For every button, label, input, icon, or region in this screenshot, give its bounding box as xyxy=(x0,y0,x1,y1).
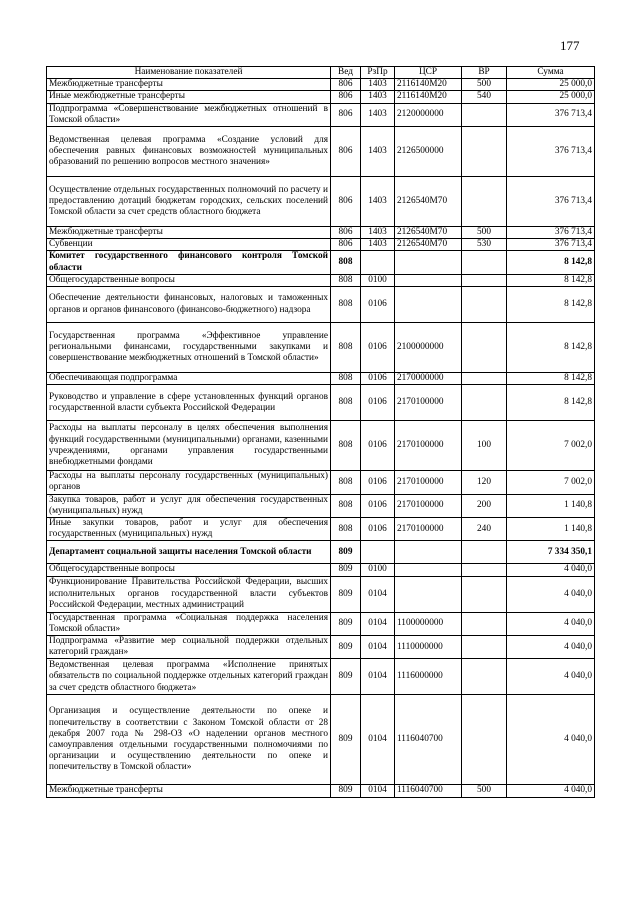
row-ved: 809 xyxy=(331,636,361,659)
row-rzpr: 0106 xyxy=(361,373,395,385)
row-ved: 808 xyxy=(331,274,361,286)
row-ved: 806 xyxy=(331,239,361,251)
row-name: Департамент социальной защиты населения Томской области xyxy=(47,541,331,564)
table-row xyxy=(47,177,595,227)
row-sum: 7 334 350,1 xyxy=(507,541,595,564)
table-row xyxy=(47,541,595,564)
table-row xyxy=(47,785,595,797)
row-csr xyxy=(395,274,462,286)
row-csr: 2170100000 xyxy=(395,471,462,494)
row-sum: 376 713,4 xyxy=(507,127,595,177)
table-row xyxy=(47,227,595,239)
row-vr xyxy=(462,103,507,126)
row-csr xyxy=(395,287,462,323)
row-vr xyxy=(462,177,507,227)
row-vr xyxy=(462,564,507,576)
row-vr: 500 xyxy=(462,785,507,797)
row-csr: 2126500000 xyxy=(395,127,462,177)
row-vr xyxy=(462,274,507,286)
row-sum: 376 713,4 xyxy=(507,103,595,126)
row-csr xyxy=(395,564,462,576)
row-vr xyxy=(462,287,507,323)
row-name: Межбюджетные трансферты xyxy=(47,79,331,91)
row-name: Государственная программа «Социальная поддержка населения Томской области» xyxy=(47,612,331,635)
row-rzpr: 0106 xyxy=(361,323,395,373)
row-csr xyxy=(395,541,462,564)
row-name: Межбюджетные трансферты xyxy=(47,227,331,239)
row-ved: 809 xyxy=(331,564,361,576)
row-csr: 1110000000 xyxy=(395,636,462,659)
page-number: 177 xyxy=(560,38,580,53)
row-ved: 809 xyxy=(331,695,361,785)
row-name: Межбюджетные трансферты xyxy=(47,785,331,797)
row-sum: 25 000,0 xyxy=(507,91,595,103)
row-ved: 808 xyxy=(331,373,361,385)
row-rzpr: 0104 xyxy=(361,576,395,612)
row-csr: 2170100000 xyxy=(395,385,462,421)
table-row xyxy=(47,323,595,373)
row-ved: 808 xyxy=(331,494,361,517)
row-ved: 806 xyxy=(331,127,361,177)
row-csr xyxy=(395,251,462,274)
table-row xyxy=(47,659,595,695)
table-row xyxy=(47,127,595,177)
row-vr xyxy=(462,636,507,659)
row-ved: 808 xyxy=(331,421,361,471)
row-sum: 4 040,0 xyxy=(507,695,595,785)
row-name: Ведомственная целевая программа «Создание условий для обеспечения равных финансовых возможностей муниципальных образований по решению вопросов местного значения» xyxy=(47,127,331,177)
row-name: Функционирование Правительства Российской Федерации, высших исполнительных органов государственной власти субъектов Российской Федерации, местных администраций xyxy=(47,576,331,612)
row-vr: 500 xyxy=(462,227,507,239)
row-ved: 808 xyxy=(331,385,361,421)
row-rzpr: 0106 xyxy=(361,421,395,471)
row-sum: 25 000,0 xyxy=(507,79,595,91)
row-ved: 808 xyxy=(331,518,361,541)
row-vr: 530 xyxy=(462,239,507,251)
row-name: Государственная программа «Эффективное управление региональными финансами, государственными закупками и совершенствование межбюджетных отношений в Томской области» xyxy=(47,323,331,373)
table-row xyxy=(47,274,595,286)
row-name: Субвенции xyxy=(47,239,331,251)
row-vr xyxy=(462,385,507,421)
table-row xyxy=(47,471,595,494)
row-vr xyxy=(462,659,507,695)
header-csr: ЦСР xyxy=(395,67,462,79)
row-name: Общегосударственные вопросы xyxy=(47,274,331,286)
table-row xyxy=(47,373,595,385)
row-ved: 808 xyxy=(331,471,361,494)
row-sum: 376 713,4 xyxy=(507,227,595,239)
row-csr: 1116040700 xyxy=(395,785,462,797)
row-name: Организация и осуществление деятельности по опеке и попечительству в соответствии с Законом Томской области от 28 декабря 2007 года № 298-ОЗ «О наделении органов местного самоуправления отдельными государственными полномочиями по организации и осуществлению деятельности по опеке и попечительству в Томской области» xyxy=(47,695,331,785)
row-vr xyxy=(462,541,507,564)
row-rzpr: 1403 xyxy=(361,127,395,177)
row-rzpr: 1403 xyxy=(361,177,395,227)
row-rzpr: 1403 xyxy=(361,91,395,103)
row-csr: 2170000000 xyxy=(395,373,462,385)
row-csr xyxy=(395,576,462,612)
row-rzpr: 0104 xyxy=(361,636,395,659)
row-ved: 806 xyxy=(331,177,361,227)
row-sum: 4 040,0 xyxy=(507,612,595,635)
row-vr: 500 xyxy=(462,79,507,91)
row-csr: 1100000000 xyxy=(395,612,462,635)
row-name: Подпрограмма «Развитие мер социальной поддержки отдельных категорий граждан» xyxy=(47,636,331,659)
row-csr: 2120000000 xyxy=(395,103,462,126)
row-sum: 8 142,8 xyxy=(507,373,595,385)
row-rzpr: 0100 xyxy=(361,564,395,576)
row-rzpr: 0104 xyxy=(361,785,395,797)
row-sum: 4 040,0 xyxy=(507,564,595,576)
row-ved: 806 xyxy=(331,79,361,91)
header-sum: Сумма xyxy=(507,67,595,79)
row-ved: 806 xyxy=(331,227,361,239)
table-header-row xyxy=(47,67,595,79)
row-name: Расходы на выплаты персоналу государственных (муниципальных) органов xyxy=(47,471,331,494)
row-ved: 806 xyxy=(331,103,361,126)
row-name: Комитет государственного финансового контроля Томской области xyxy=(47,251,331,274)
row-rzpr: 0106 xyxy=(361,287,395,323)
row-ved: 808 xyxy=(331,323,361,373)
row-vr xyxy=(462,373,507,385)
table-row xyxy=(47,251,595,274)
row-ved: 808 xyxy=(331,287,361,323)
table-row xyxy=(47,564,595,576)
row-rzpr: 0104 xyxy=(361,612,395,635)
table-row xyxy=(47,79,595,91)
row-rzpr: 1403 xyxy=(361,79,395,91)
table-row xyxy=(47,518,595,541)
row-csr: 2126540M70 xyxy=(395,177,462,227)
row-vr xyxy=(462,323,507,373)
row-ved: 809 xyxy=(331,659,361,695)
row-sum: 376 713,4 xyxy=(507,239,595,251)
row-ved: 808 xyxy=(331,251,361,274)
row-csr: 2170100000 xyxy=(395,518,462,541)
row-rzpr: 0106 xyxy=(361,471,395,494)
row-sum: 8 142,8 xyxy=(507,274,595,286)
header-vr: ВР xyxy=(462,67,507,79)
row-sum: 8 142,8 xyxy=(507,251,595,274)
row-rzpr: 0104 xyxy=(361,695,395,785)
row-ved: 809 xyxy=(331,612,361,635)
row-name: Иные межбюджетные трансферты xyxy=(47,91,331,103)
row-vr xyxy=(462,695,507,785)
row-rzpr: 0104 xyxy=(361,659,395,695)
row-vr: 540 xyxy=(462,91,507,103)
row-sum: 1 140,8 xyxy=(507,494,595,517)
row-name: Закупка товаров, работ и услуг для обеспечения государственных (муниципальных) нужд xyxy=(47,494,331,517)
row-vr xyxy=(462,576,507,612)
row-vr xyxy=(462,251,507,274)
row-ved: 809 xyxy=(331,576,361,612)
row-rzpr: 1403 xyxy=(361,239,395,251)
table-row xyxy=(47,385,595,421)
row-ved: 806 xyxy=(331,91,361,103)
table-row xyxy=(47,494,595,517)
row-csr: 1116000000 xyxy=(395,659,462,695)
row-sum: 7 002,0 xyxy=(507,421,595,471)
row-rzpr: 0106 xyxy=(361,385,395,421)
row-csr: 2116140M20 xyxy=(395,79,462,91)
table-row xyxy=(47,91,595,103)
row-sum: 1 140,8 xyxy=(507,518,595,541)
row-sum: 4 040,0 xyxy=(507,636,595,659)
row-name: Общегосударственные вопросы xyxy=(47,564,331,576)
row-name: Осуществление отдельных государственных полномочий по расчету и предоставлению дотаций бюджетам городских, сельских поселений Томской области за счет средств областного бюджета xyxy=(47,177,331,227)
row-name: Иные закупки товаров, работ и услуг для обеспечения государственных (муниципальных) нужд xyxy=(47,518,331,541)
table-row xyxy=(47,695,595,785)
row-csr: 2170100000 xyxy=(395,421,462,471)
row-name: Обеспечение деятельности финансовых, налоговых и таможенных органов и органов финансового (финансово-бюджетного) надзора xyxy=(47,287,331,323)
row-csr: 2116140M20 xyxy=(395,91,462,103)
row-sum: 376 713,4 xyxy=(507,177,595,227)
table-row xyxy=(47,103,595,126)
header-rzpr: РзПр xyxy=(361,67,395,79)
row-name: Ведомственная целевая программа «Исполнение принятых обязательств по социальной поддержке отдельных категорий граждан за счет средств областного бюджета» xyxy=(47,659,331,695)
row-sum: 4 040,0 xyxy=(507,659,595,695)
row-sum: 8 142,8 xyxy=(507,287,595,323)
table-row xyxy=(47,239,595,251)
row-vr: 120 xyxy=(462,471,507,494)
header-name: Наименование показателей xyxy=(47,67,331,79)
row-csr: 2126540M70 xyxy=(395,239,462,251)
row-vr: 240 xyxy=(462,518,507,541)
table-row xyxy=(47,636,595,659)
row-csr: 1116040700 xyxy=(395,695,462,785)
row-csr: 2126540M70 xyxy=(395,227,462,239)
row-ved: 809 xyxy=(331,541,361,564)
row-sum: 4 040,0 xyxy=(507,785,595,797)
row-rzpr: 1403 xyxy=(361,227,395,239)
table-row xyxy=(47,421,595,471)
table-row xyxy=(47,612,595,635)
table-row xyxy=(47,576,595,612)
row-name: Руководство и управление в сфере установленных функций органов государственной власти субъекта Российской Федерации xyxy=(47,385,331,421)
row-name: Подпрограмма «Совершенствование межбюджетных отношений в Томской области» xyxy=(47,103,331,126)
row-sum: 7 002,0 xyxy=(507,471,595,494)
row-vr: 100 xyxy=(462,421,507,471)
row-rzpr: 0100 xyxy=(361,274,395,286)
row-sum: 8 142,8 xyxy=(507,323,595,373)
budget-table xyxy=(46,66,595,798)
row-rzpr: 0106 xyxy=(361,518,395,541)
row-rzpr: 1403 xyxy=(361,103,395,126)
row-ved: 809 xyxy=(331,785,361,797)
row-sum: 8 142,8 xyxy=(507,385,595,421)
row-name: Расходы на выплаты персоналу в целях обеспечения выполнения функций государственными (муниципальными) органами, казенными учреждениями, органами управления государственными внебюджетными фондами xyxy=(47,421,331,471)
row-vr: 200 xyxy=(462,494,507,517)
row-vr xyxy=(462,127,507,177)
row-csr: 2100000000 xyxy=(395,323,462,373)
header-ved: Вед xyxy=(331,67,361,79)
row-vr xyxy=(462,612,507,635)
row-csr: 2170100000 xyxy=(395,494,462,517)
row-sum: 4 040,0 xyxy=(507,576,595,612)
table-row xyxy=(47,287,595,323)
row-rzpr: 0106 xyxy=(361,494,395,517)
row-rzpr xyxy=(361,541,395,564)
row-rzpr xyxy=(361,251,395,274)
row-name: Обеспечивающая подпрограмма xyxy=(47,373,331,385)
